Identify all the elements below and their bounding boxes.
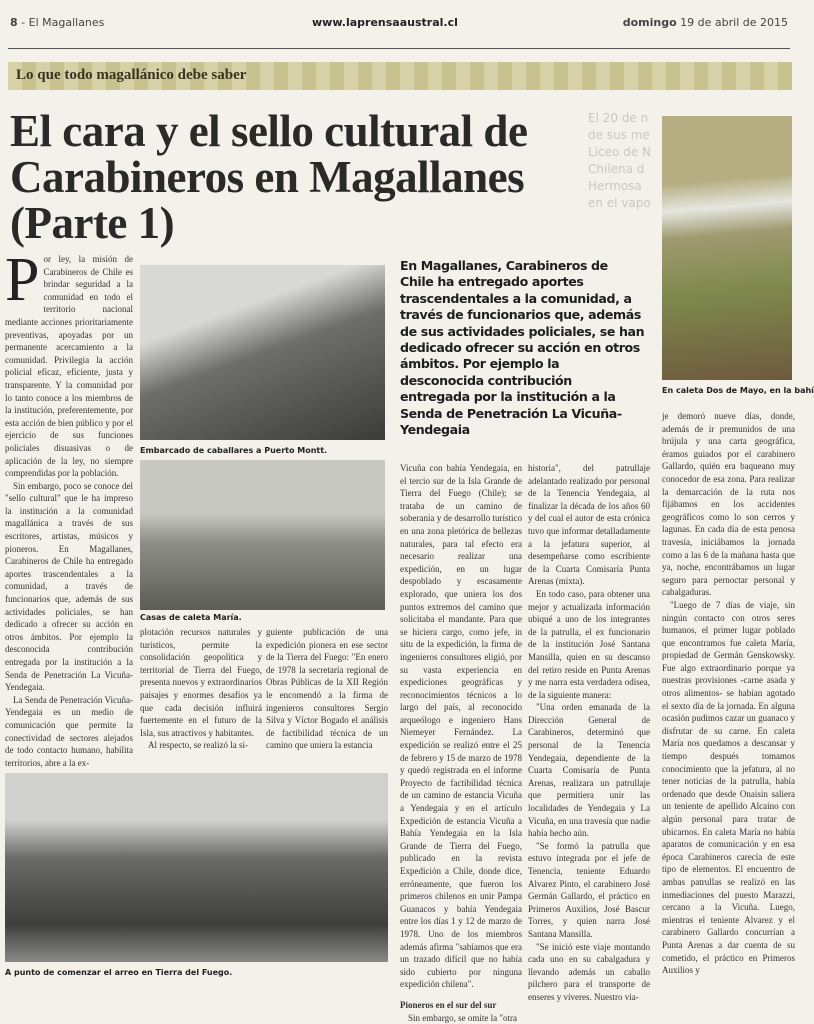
headline: El cara y el sello cultural de Carabineros en Magallanes (Parte 1) bbox=[10, 106, 528, 248]
riders-photo bbox=[5, 773, 388, 962]
header-rule bbox=[8, 48, 790, 49]
banner-label: Lo que todo magallánico debe saber bbox=[16, 67, 247, 83]
caption-horses: Embarcado de caballares a Puerto Montt. bbox=[140, 446, 328, 455]
caption-houses: Casas de caleta María. bbox=[140, 613, 242, 622]
article-deck: En Magallanes, Carabineros de Chile ha entregado aportes trascendentales a la comunidad, a través de funcionarios que, además de sus actividades policiales, se han dedicado ofrecer su acción en otros ámbitos. Por ejemplo la desconocida contribución entregada por la institución a la Senda de Penetración La Vicuña-Yendegaia bbox=[400, 258, 645, 438]
site-url[interactable]: www.laprensaaustral.cl bbox=[312, 16, 458, 29]
houses-photo bbox=[140, 460, 385, 610]
caption-riders: A punto de comenzar el arreo en Tierra del Fuego. bbox=[5, 968, 233, 977]
section-banner bbox=[8, 62, 792, 90]
landscape-photo bbox=[662, 116, 792, 380]
bleed-through-text: El 20 de n de sus me Liceo de N Chilena d Hermosa en el vapo bbox=[588, 111, 651, 210]
subheading: Pioneros en el sur del sur bbox=[400, 999, 497, 1010]
column-6: je demoró nueve días, donde, además de ir premunidos de una brújula y una carta geográfica, éramos guiados por el carabinero Gallardo, quién era baqueano muy conocedor de esa zona. Para realizar la demarcación de la ruta nos fijábamos en los accidentes geográficos como lo son cerros y lagunas. En cada día de esta penosa travesía, iniciábamos la jornada como a las 6 de la mañana hasta que ya, noche, encontrábamos un lugar seguro para pernoctar personal y cabalgaduras. "Luego de 7 días de viaje, sin ningún contacto con otros seres humanos, el primer lugar poblado que encontramos fue caleta María, propiedad de Germán Genskowsky. Fue algo extraordinario porque ya nuestras provisiones -carne asada y otros alimentos- se habían agotado el sexto día de la jornada. En alguna ocasión pudimos cazar un guanaco y disfrutar de su carne. En caleta María nos quedamos a descansar y tiempo después tomamos conocimiento que la jefatura, al no tener noticias de la patrulla, había ordenado que desde Onaisin saliera un teniente de apellido Alcaíno con algún personal para tratar de ubicarnos. En caleta María no había aparatos de comunicación y en esa época Carabineros carecía de este tipo de elementos. El encuentro de ambas patrullas se realizó en las inmediaciones del puesto Marazzi, cercano a la Vicuña. Luego, mientras el teniente Alvarez y el carabinero Gallardo concurrían a Punta Arenas a dar cuenta de su cometido, el práctico en Primeros Auxilios y bbox=[662, 411, 795, 976]
caption-landscape: En caleta Dos de Mayo, en la bahí bbox=[662, 386, 814, 395]
column-2: plotación recursos naturales y turísticos, permite la consolidación geopolítica y territorial de Tierra del Fuego, presenta nuevos y extraordinarios paisajes y enormes desafíos ya que cada decisión influirá fuertemente en el futuro de la Isla, sus atractivos y habitantes. Al respecto, se realizó la si- bbox=[140, 627, 262, 751]
column-1: P or ley, la misión de Carabineros de Chile es brindar seguridad a la comunidad en todo el territorio nacional mediante acciones prioritariamente preventivas, apoyadas por un permanente acercamiento a la comunidad. Privilegia la acción policial eficaz, eficiente, justa y transparente. Y la comunidad por lo tanto conoce a los miembros de la institución, preferentemente, por esta acción de bien público y por el ejercicio de sus funciones policiales disuasivas o de aplicación de la ley, no siempre comprendidas por la población. Sin embargo, poco se conoce del "sello cultural" que le ha impreso la institución a la comunidad magallánica a través de sus escritores, artistas, músicos y pioneros. En Magallanes, Carabineros de Chile ha entregado aportes trascendentales a la comunidad, a través de funcionarios que, además de sus actividades policiales, se han dedicado a ofrecer su acción en otros ámbitos. Por ejemplo la desconocida contribución entregada por la institución a la Senda de Penetración La Vicuña-Yendegaia. La Senda de Penetración Vicuña-Yendegaia es un medio de comunicación que permite la conectividad de sectores alejados de todo contacto humano, habilita territorios, abre a la ex- bbox=[5, 246, 133, 768]
issue-date: domingo 19 de abril de 2015 bbox=[622, 16, 788, 29]
column-4: Vicuña con bahía Yendegaia, en el tercio sur de la Isla Grande de Tierra del Fuego (Chile); se trataba de un camino de soberanía y de desarrollo turístico en una zona pletórica de bellezas naturales, para tal efecto era necesario realizar una expedición, en un lugar despoblado y escasamente explorado, que uniera los dos puntos extremos del camino que solicitaba el mandante. Para que se hiciera cargo, como jefe, in situ de la expedición, la firma de ingenieros consultores eligió, por su vasta experiencia en expediciones geográficas y reconocimientos técnicos a lo largo del país, al reconocido arqueólogo e ingeniero Hans Niemeyer Fernández. La expedición se realizó entre el 25 de febrero y 15 de marzo de 1978 y quedó registrada en el informe Proyecto de factibilidad técnica de un camino de estancia Vicuña a Yendegaia y en el artículo Expedición de estancia Vicuña a Bahía Yendegaia en la Isla Grande de Tierra del Fuego, publicado en la revista Expedición a Chile, donde dice, erróneamente, que fueron los primeros chilenos en unir Pampa Guanacos y bahía Yendegaia entre los días 1 y 12 de marzo de 1978. Uno de los miembros además afirma "sabíamos que era un trazado difícil que no había sido cubierto por ninguna expedición chilena". Pioneros en el sur del sur Sin embargo, se omite la "otra bbox=[400, 463, 522, 1023]
column-3: guiente publicación de una expedición pionera en ese sector de la Tierra del Fuego: "En enero de 1978 la secretaría regional de Obras Públicas de la XII Región le encomendó a la firma de ingenieros consultores Sergio Silva y Víctor Bogado el análisis de factibilidad técnica de un camino que uniera la estancia bbox=[266, 627, 388, 751]
column-5: historia", del patrullaje adelantado realizado por personal de la Tenencia Yendegaia, al finalizar la década de los años 60 y del cual el autor de esta crónica tuvo que informar detalladamente a la jefatura superior, al desempeñarse como escribiente de la Cuarta Comisaría Punta Arenas (mixta). En todo caso, para obtener una mejor y actualizada información ubiqué a uno de los integrantes de la patrulla, el ex funcionario de la institución José Santana Mansilla, quien en su descanso del retiro reside en Punta Arenas y me narra esta verdadera odisea, de la siguiente manera: "Una orden emanada de la Dirección General de Carabineros, determinó que personal de la Tenencia Yendegaia, dependiente de la Cuarta Comisaría de Punta Arenas, realizara un patrullaje que permitiera unir las localidades de Yendegaia y La Vicuña, en una travesía que nadie había hecho aún. "Se formó la patrulla que estuvo integrada por el jefe de Tenencia, teniente Eduardo Alvarez Pinto, el carabinero José Germán Gallardo, el práctico en Primeros Auxilios, José Bascur Torres, y quien narra José Santana Mansilla. "Se inició este viaje montando cada uno en su cabalgadura y llevando además un caballo pilchero para el transporte de enseres y víveres. Nuestro via- bbox=[528, 463, 650, 1002]
page-section: 8 - El Magallanes bbox=[10, 16, 105, 29]
horses-photo bbox=[140, 265, 385, 440]
drop-cap: P bbox=[5, 246, 40, 314]
